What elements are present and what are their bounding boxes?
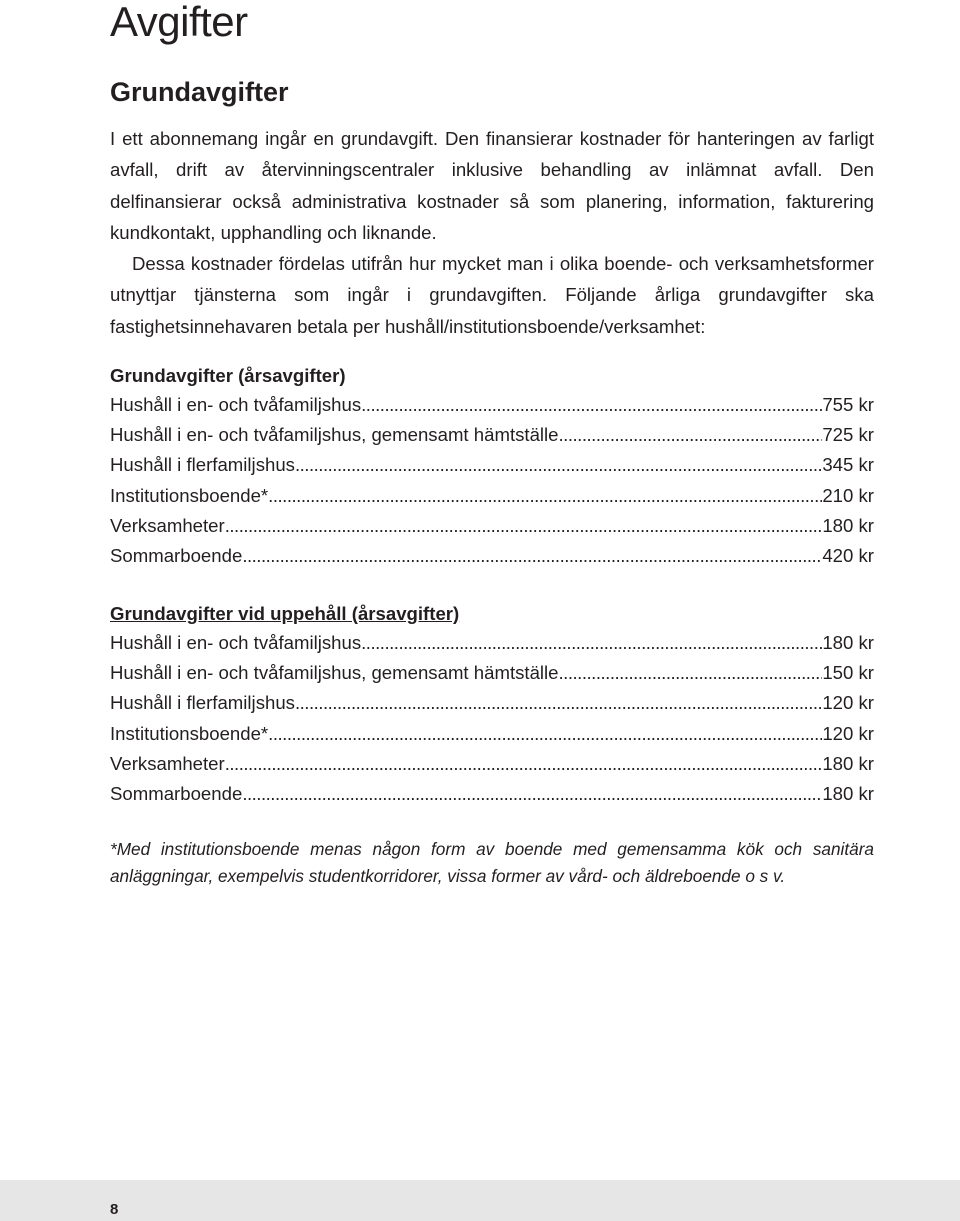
fee-label: Verksamheter bbox=[110, 514, 225, 536]
intro-paragraph-2: Dessa kostnader fördelas utifrån hur mycket man i olika boende- och verksamhetsformer utnyttjar tjänsterna som ingår i grundavgiften. Följande årliga grundavgifter ska fastighetsinnehavaren betala per hushåll/institutionsboende/verksamhet: bbox=[110, 253, 874, 337]
dot-leader bbox=[268, 481, 822, 511]
fee-price: 150 kr bbox=[822, 662, 874, 684]
fee-label: Hushåll i en- och tvåfamiljshus, gemensamt hämtställe bbox=[110, 424, 559, 446]
fee-label: Hushåll i en- och tvåfamiljshus bbox=[110, 632, 362, 653]
dot-leader bbox=[361, 390, 822, 420]
fee-label: Sommarboende bbox=[110, 782, 243, 804]
fee-price: 180 kr bbox=[822, 782, 874, 804]
fee-price: 120 kr bbox=[822, 692, 874, 714]
section-heading: Grundavgifter bbox=[110, 77, 289, 107]
fee-row bbox=[110, 688, 874, 718]
fee-label: Verksamheter bbox=[110, 752, 225, 774]
dot-leader bbox=[361, 628, 822, 658]
annual-fee-table-title: Grundavgifter (årsavgifter) bbox=[110, 365, 346, 386]
footnote: *Med institutionsboende menas någon form av boende med gemensamma kök och sanitära anläggningar, exempelvis studentkorridorer, vissa former av vård- och äldreboende o s v. bbox=[110, 839, 874, 886]
fee-price: 180 kr bbox=[822, 752, 874, 774]
fee-label: Hushåll i en- och tvåfamiljshus bbox=[110, 394, 362, 415]
fee-row bbox=[110, 420, 874, 450]
dot-leader bbox=[225, 749, 823, 779]
fee-row bbox=[110, 481, 874, 511]
fee-row bbox=[110, 450, 874, 480]
fee-row bbox=[110, 628, 874, 658]
fee-label: Institutionsboende* bbox=[110, 722, 269, 744]
dot-leader bbox=[225, 511, 823, 541]
fee-row bbox=[110, 658, 874, 688]
pause-fee-table bbox=[110, 600, 874, 809]
pause-fee-table-title: Grundavgifter vid uppehåll (årsavgifter) bbox=[110, 603, 460, 624]
dot-leader bbox=[295, 450, 822, 480]
dot-leader bbox=[559, 658, 823, 688]
fee-price: 725 kr bbox=[822, 424, 874, 446]
fee-row bbox=[110, 390, 874, 420]
fee-row bbox=[110, 719, 874, 749]
fee-price: 420 kr bbox=[822, 544, 874, 566]
dot-leader bbox=[242, 541, 822, 571]
page-title: Avgifter bbox=[110, 0, 248, 45]
footer-band bbox=[0, 1180, 960, 1221]
fee-row bbox=[110, 511, 874, 541]
fee-label: Hushåll i flerfamiljshus bbox=[110, 454, 295, 476]
fee-row bbox=[110, 749, 874, 779]
fee-price: 210 kr bbox=[822, 484, 874, 506]
fee-row bbox=[110, 541, 874, 571]
dot-leader bbox=[268, 719, 822, 749]
fee-price: 120 kr bbox=[822, 722, 874, 744]
fee-label: Institutionsboende* bbox=[110, 484, 269, 506]
page-number: 8 bbox=[110, 1201, 119, 1218]
intro-paragraph-1: I ett abonnemang ingår en grundavgift. Den finansierar kostnader för hanteringen av farligt avfall, drift av återvinningscentraler inklusive behandling av inlämnat avfall. Den delfinansierar också administrativa kostnader så som planering, information, fakturering kundkontakt, upphandling och liknande. bbox=[110, 128, 874, 243]
dot-leader bbox=[559, 420, 823, 450]
fee-label: Hushåll i en- och tvåfamiljshus, gemensamt hämtställe bbox=[110, 662, 559, 684]
pause-fee-rows bbox=[110, 628, 874, 809]
intro-text bbox=[110, 123, 874, 342]
fee-price: 180 kr bbox=[822, 632, 874, 653]
fee-row bbox=[110, 779, 874, 809]
annual-fee-table bbox=[110, 362, 874, 571]
fee-price: 755 kr bbox=[822, 394, 874, 415]
fee-label: Sommarboende bbox=[110, 544, 243, 566]
fee-label: Hushåll i flerfamiljshus bbox=[110, 692, 295, 714]
dot-leader bbox=[242, 779, 822, 809]
fee-price: 345 kr bbox=[822, 454, 874, 476]
dot-leader bbox=[295, 688, 822, 718]
fee-price: 180 kr bbox=[822, 514, 874, 536]
annual-fee-rows bbox=[110, 390, 874, 571]
